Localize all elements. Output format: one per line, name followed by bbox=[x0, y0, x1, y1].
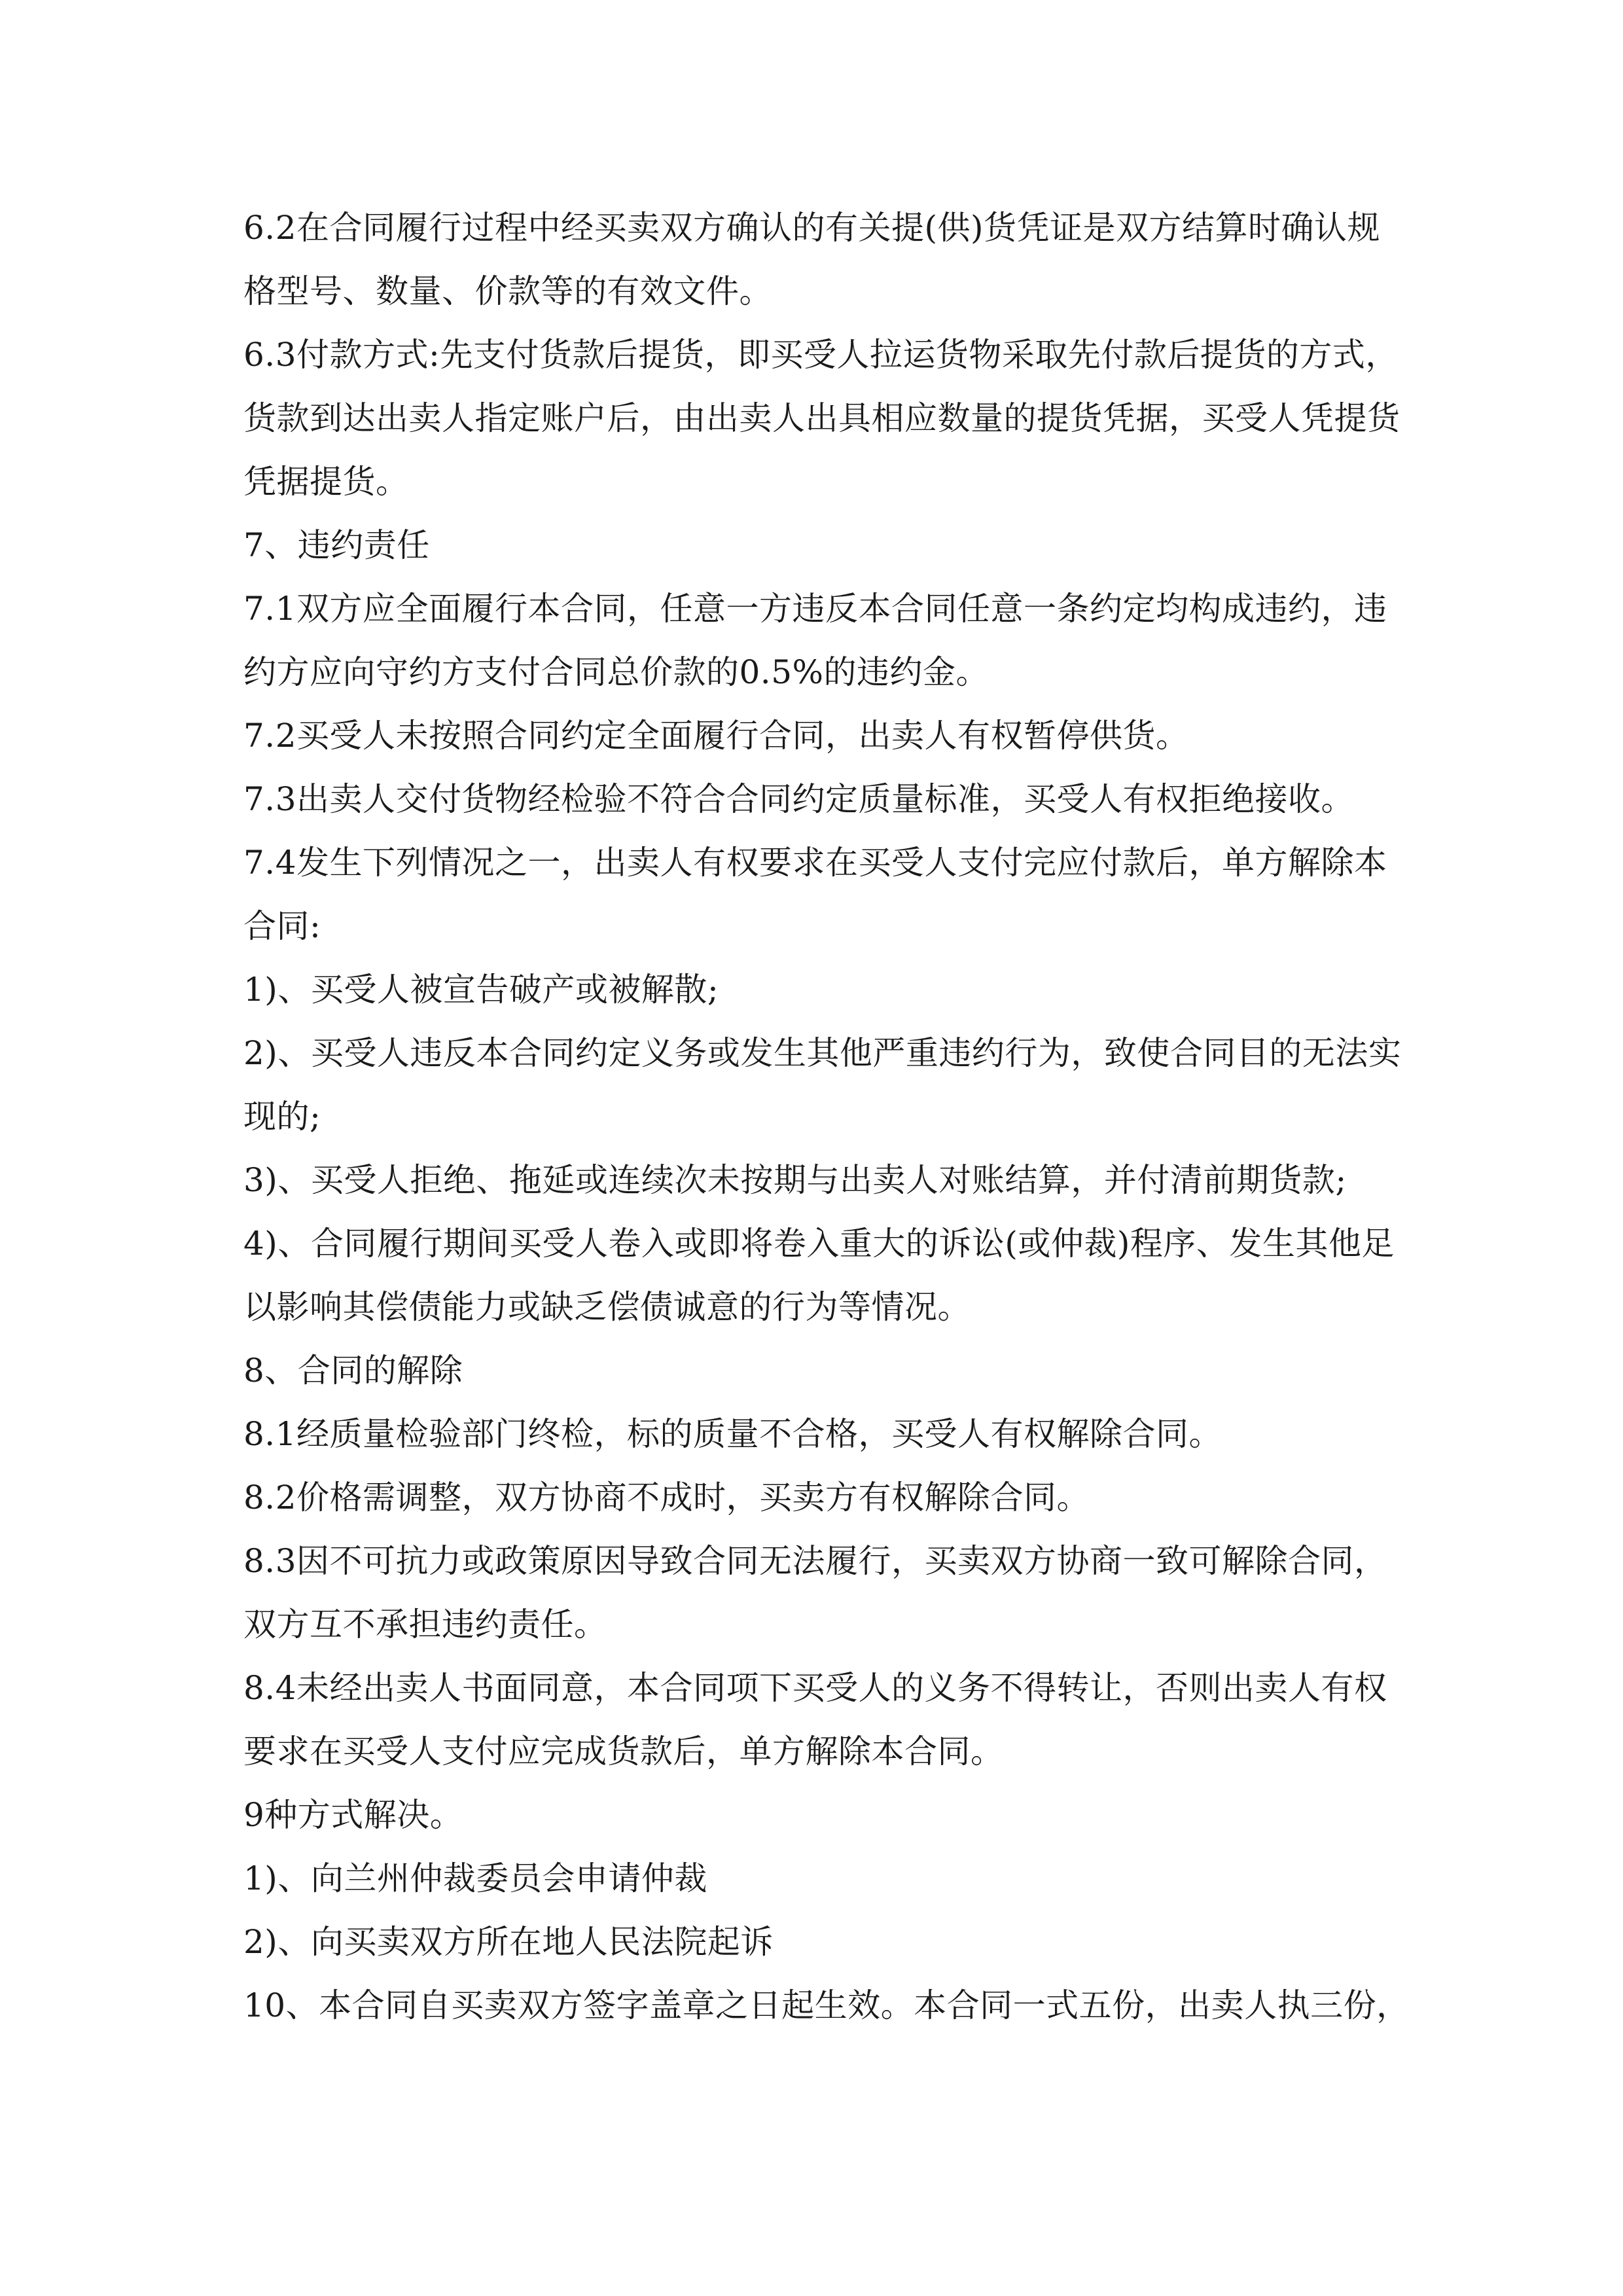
section-heading: 9种方式解决。 bbox=[243, 1796, 463, 1834]
text-line: 7.4发生下列情况之一，出卖人有权要求在买受人支付完应付款后，单方解除本 bbox=[243, 844, 1387, 882]
contract-body bbox=[243, 196, 1410, 2037]
text-line: 货款到达出卖人指定账户后，由出卖人出具相应数量的提货凭据，买受人凭提货 bbox=[243, 399, 1400, 437]
text-line: 7.1双方应全面履行本合同，任意一方违反本合同任意一条约定均构成违约，违 bbox=[243, 590, 1387, 628]
text-line: 双方互不承担违约责任。 bbox=[243, 1605, 607, 1643]
text-line: 8.4未经出卖人书面同意，本合同项下买受人的义务不得转让，否则出卖人有权 bbox=[243, 1669, 1387, 1707]
text-line: 6.3付款方式:先支付货款后提货，即买受人拉运货物采取先付款后提货的方式， bbox=[243, 336, 1399, 374]
list-item: 2)、向买卖双方所在地人民法院起诉 bbox=[243, 1923, 774, 1961]
text-line: 凭据提货。 bbox=[243, 463, 409, 501]
list-item: 3)、买受人拒绝、拖延或连续次未按期与出卖人对账结算，并付清前期货款; bbox=[243, 1161, 1347, 1199]
text-line: 8.3因不可抗力或政策原因导致合同无法履行，买卖双方协商一致可解除合同， bbox=[243, 1542, 1387, 1580]
section-heading: 7、违约责任 bbox=[243, 526, 430, 564]
text-line: 8.1经质量检验部门终检，标的质量不合格，买受人有权解除合同。 bbox=[243, 1415, 1222, 1453]
text-line: 7.2买受人未按照合同约定全面履行合同，出卖人有权暂停供货。 bbox=[243, 717, 1189, 755]
list-item: 4)、合同履行期间买受人卷入或即将卷入重大的诉讼(或仲裁)程序、发生其他足 bbox=[243, 1225, 1395, 1263]
section-heading: 8、合同的解除 bbox=[243, 1352, 463, 1390]
text-line: 要求在买受人支付应完成货款后，单方解除本合同。 bbox=[243, 1732, 1004, 1770]
list-item: 1)、买受人被宣告破产或被解散; bbox=[243, 971, 719, 1009]
text-line: 10、本合同自买卖双方签字盖章之日起生效。本合同一式五份，出卖人执三份， bbox=[243, 1986, 1410, 2024]
text-line: 7.3出卖人交付货物经检验不符合合同约定质量标准，买受人有权拒绝接收。 bbox=[243, 780, 1355, 818]
list-item: 2)、买受人违反本合同约定义务或发生其他严重违约行为，致使合同目的无法实 bbox=[243, 1034, 1402, 1072]
text-line: 格型号、数量、价款等的有效文件。 bbox=[243, 272, 772, 310]
text-line: 现的; bbox=[243, 1098, 321, 1136]
text-line: 8.2价格需调整，双方协商不成时，买卖方有权解除合同。 bbox=[243, 1479, 1090, 1516]
text-line: 合同: bbox=[243, 907, 321, 945]
text-line: 以影响其偿债能力或缺乏偿债诚意的行为等情况。 bbox=[243, 1288, 971, 1326]
text-line: 约方应向守约方支付合同总价款的0.5%的违约金。 bbox=[243, 653, 990, 691]
list-item: 1)、向兰州仲裁委员会申请仲裁 bbox=[243, 1859, 707, 1897]
text-line: 6.2在合同履行过程中经买卖双方确认的有关提(供)货凭证是双方结算时确认规 bbox=[243, 209, 1381, 247]
